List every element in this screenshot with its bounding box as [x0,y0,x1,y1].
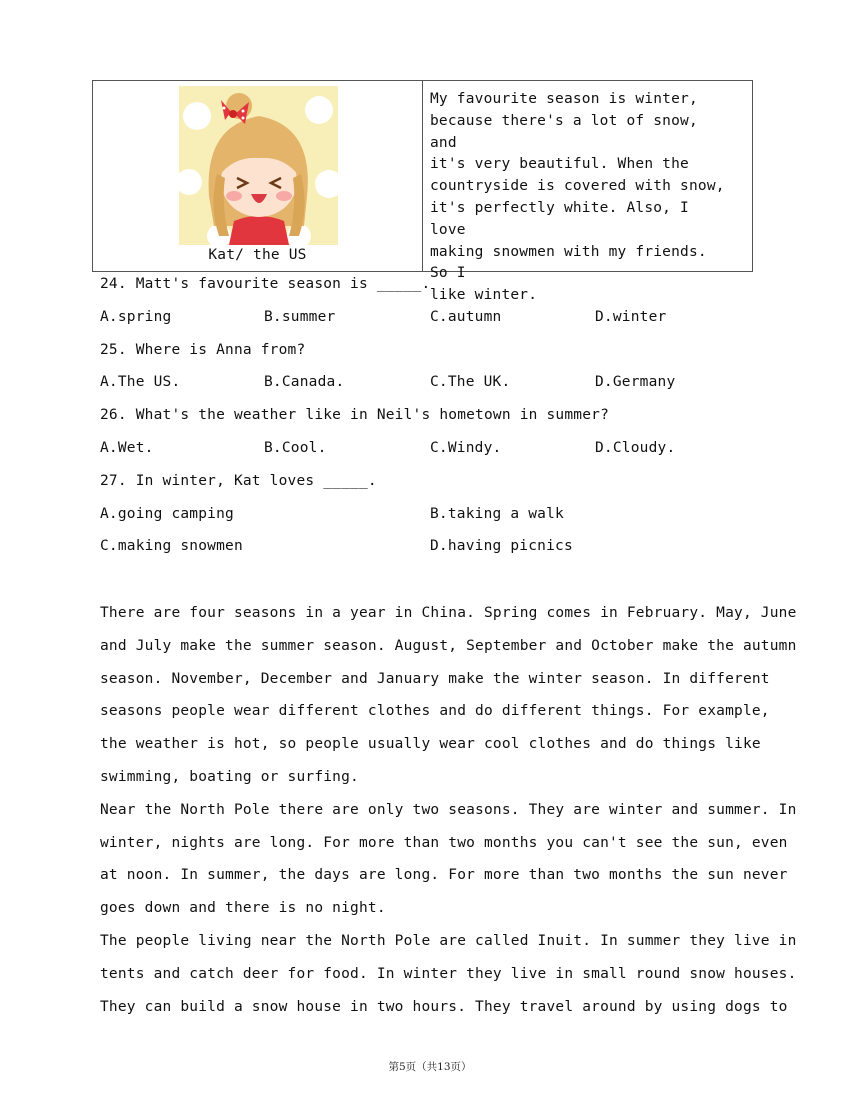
question-24-option-a[interactable]: A.spring [100,309,172,325]
question-25-stem: 25. Where is Anna from? [100,342,306,358]
question-26-option-b[interactable]: B.Cool. [264,440,327,456]
question-25-option-a[interactable]: A.The US. [100,374,181,390]
table-divider [422,81,423,271]
profile-text-line: because there's a lot of snow, and [430,112,698,151]
passage-line: goes down and there is no night. [100,900,386,917]
question-27-option-a[interactable]: A.going camping [100,506,234,522]
profile-text-line: it's very beautiful. When the [430,156,689,173]
question-26-option-a[interactable]: A.Wet. [100,440,154,456]
question-26-option-d[interactable]: D.Cloudy. [595,440,676,456]
page-footer: 第5页（共13页） [388,1061,472,1073]
passage-line: the weather is hot, so people usually wear cool clothes and do things like [100,736,761,753]
question-25-option-c[interactable]: C.The UK. [430,374,511,390]
profile-picture-cell [93,81,422,271]
profile-text-line: it's perfectly white. Also, I love [430,199,689,238]
profile-text [430,89,730,307]
passage-line: at noon. In summer, the days are long. For more than two months the sun never [100,867,788,884]
question-24-option-c[interactable]: C.autumn [430,309,502,325]
girl-illustration [179,86,338,245]
passage-line: seasons people wear different clothes and do different things. For example, [100,703,770,720]
passage-line: season. November, December and January make the winter season. In different [100,670,770,687]
passage-line: tents and catch deer for food. In winter they live in small round snow houses. [100,965,797,982]
question-26-stem: 26. What's the weather like in Neil's hometown in summer? [100,407,609,423]
question-25-option-b[interactable]: B.Canada. [264,374,345,390]
profile-caption: Kat/ the US [208,247,307,263]
passage-line: They can build a snow house in two hours. They travel around by using dogs to [100,998,788,1015]
question-27-option-b[interactable]: B.taking a walk [430,506,564,522]
question-24-option-b[interactable]: B.summer [264,309,336,325]
profile-text-line: making snowmen with my friends. So I [430,243,707,282]
passage-line: swimming, boating or surfing. [100,768,359,785]
profile-text-line: like winter. [430,287,538,304]
question-27-option-d[interactable]: D.having picnics [430,538,573,554]
passage-line: The people living near the North Pole are called Inuit. In summer they live in [100,932,797,949]
question-24-option-d[interactable]: D.winter [595,309,667,325]
profile-text-line: countryside is covered with snow, [430,178,725,195]
reading-passage [100,597,797,1023]
passage-line: Near the North Pole there are only two seasons. They are winter and summer. In [100,801,797,818]
passage-line: winter, nights are long. For more than two months you can't see the sun, even [100,834,788,851]
profile-text-line: My favourite season is winter, [430,91,698,107]
passage-line: and July make the summer season. August, September and October make the autumn [100,637,797,654]
question-27-option-c[interactable]: C.making snowmen [100,538,243,554]
question-24-stem: 24. Matt's favourite season is _____. [100,276,431,292]
question-25-option-d[interactable]: D.Germany [595,374,676,390]
passage-line: There are four seasons in a year in China. Spring comes in February. May, June [100,605,797,621]
question-26-option-c[interactable]: C.Windy. [430,440,502,456]
question-27-stem: 27. In winter, Kat loves _____. [100,473,377,489]
